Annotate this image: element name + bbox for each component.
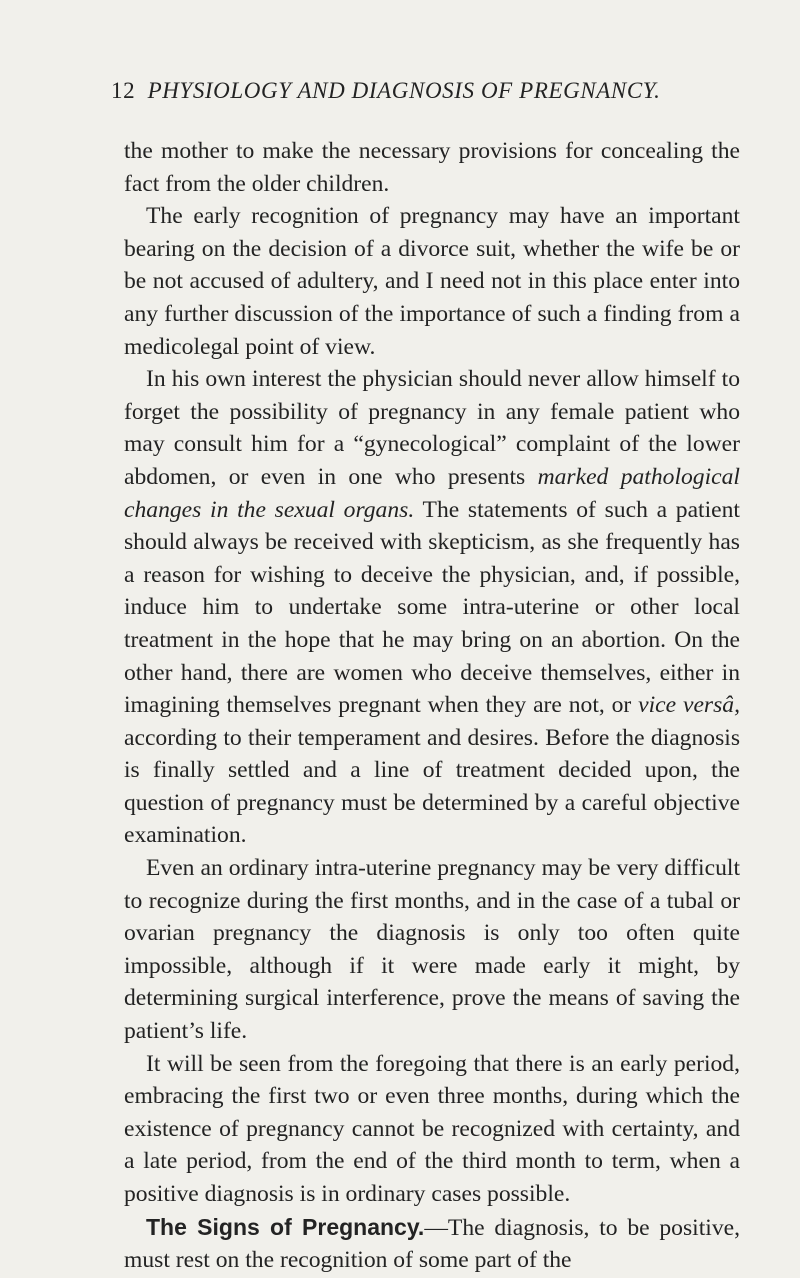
paragraph-3 (124, 363, 740, 852)
paragraph-6 (124, 1211, 740, 1277)
paragraph-3-italic-2: vice versâ, (638, 692, 740, 719)
paragraph-3-part-2: The statements of such a patient should always be received with skepticism, as she frequently has a reason for wishing to deceive the physician, and, if possible, induce him to undertake some intra-uterine or other local treatment in the hope that he may bring on an abortion. On the other hand, there are women who deceive themselves, either in imagining themselves pregnant when they are not, or (124, 496, 740, 719)
section-heading: The Signs of Pregnancy. (146, 1213, 425, 1240)
paragraph-3-part-3: according to their temperament and desires. Before the diagnosis is finally settled and a line of treatment decided upon, the question of pregnancy must be determined by a careful objective examination. (124, 724, 740, 849)
body-text (124, 135, 740, 1277)
paragraph-3-part-1: In his own interest the physician should never allow himself to forget the possibility of pregnancy in any female patient who may consult him for a “gynecological” complaint of the lower abdomen, or even in one who presents (124, 366, 740, 490)
paragraph-3-italic-1: marked pathological changes in the sexual organs. (124, 463, 740, 523)
running-title: PHYSIOLOGY AND DIAGNOSIS OF PREGNANCY. (147, 78, 661, 103)
running-header (111, 78, 751, 104)
paragraph-5: It will be seen from the foregoing that there is an early period, embracing the first two or even three months, during which the existence of pregnancy cannot be recognized with certainty, and a late period, from the end of the third month to term, when a positive diagnosis is in ordinary cases possible. (124, 1050, 740, 1207)
paragraph-4: Even an ordinary intra-uterine pregnancy may be very difficult to recognize during the first months, and in the case of a tubal or ovarian pregnancy the diagnosis is only too often quite impossible, although if it were made early it might, by determining surgical interference, prove the means of saving the patient’s life. (124, 855, 740, 1045)
page-number: 12 (111, 78, 136, 103)
paragraph-6-text: —The diagnosis, to be positive, must rest on the recognition of some part of the (124, 1214, 740, 1274)
paragraph-1: the mother to make the necessary provisions for concealing the fact from the older children. (124, 138, 740, 197)
paragraph-2: The early recognition of pregnancy may have an important bearing on the decision of a divorce suit, whether the wife be or be not accused of adultery, and I need not in this place enter into any further discussion of the importance of such a finding from a medicolegal point of view. (124, 203, 740, 360)
